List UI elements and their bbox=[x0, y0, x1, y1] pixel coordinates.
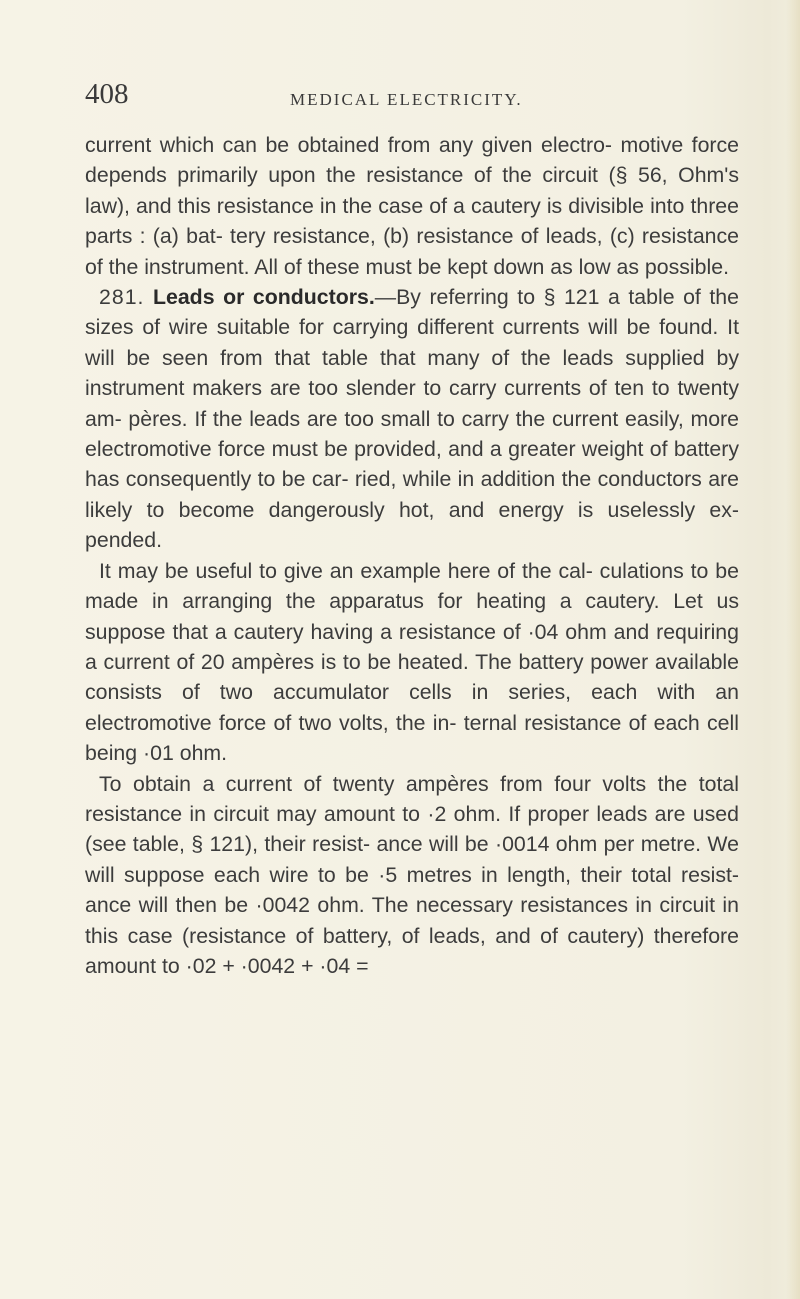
paragraph-281 bbox=[85, 282, 739, 556]
page-edge-shadow bbox=[786, 0, 800, 1299]
running-head: MEDICAL ELECTRICITY. bbox=[290, 90, 523, 109]
paragraph-continuation: current which can be obtained from any given electro- motive force depends primarily upon the resistance of the circuit (§ 56, Ohm's law), and this resistance in the case of a cautery is divisible into three parts : (a) bat- tery resistance, (b) resistance of leads, (c) resistance of the instrument. All of these must be kept down as low as possible. bbox=[85, 133, 739, 279]
paragraph-example: It may be useful to give an example here of the cal- culations to be made in arranging the apparatus for heating a cautery. Let us suppose that a cautery having a resistance of ·04 ohm and requiring a current of 20 ampères is to be heated. The battery power available consists of two accumulator cells in series, each with an electromotive force of two volts, the in- ternal resistance of each cell being ·01 ohm. bbox=[85, 558, 739, 766]
paragraph-281-text: —By referring to § 121 a table of the sizes of wire suitable for carrying different currents will be found. It will be seen from that table that many of the leads supplied by instrument makers are too slender to carry currents of ten to twenty am- pères. If the leads are too small to carry the current easily, more electromotive force must be provided, and a greater weight of battery has consequently to be car- ried, while in addition the conductors are likely to become dangerously hot, and energy is uselessly ex- pended. bbox=[85, 285, 739, 553]
section-heading: Leads or conductors. bbox=[152, 285, 375, 310]
page-header bbox=[85, 78, 715, 112]
body-text bbox=[85, 130, 739, 981]
paragraph-calculation: To obtain a current of twenty ampères from four volts the total resistance in circuit may amount to ·2 ohm. If proper leads are used (see table, § 121), their resist- ance will be ·0014 ohm per metre. We will suppose each wire to be ·5 metres in length, their total resist- ance will then be ·0042 ohm. The necessary resistances in circuit in this case (resistance of battery, of leads, and of cautery) therefore amount to ·02 + ·0042 + ·04 = bbox=[85, 771, 739, 978]
paragraph-number: 281. bbox=[99, 285, 145, 310]
page-number: 408 bbox=[85, 78, 129, 110]
